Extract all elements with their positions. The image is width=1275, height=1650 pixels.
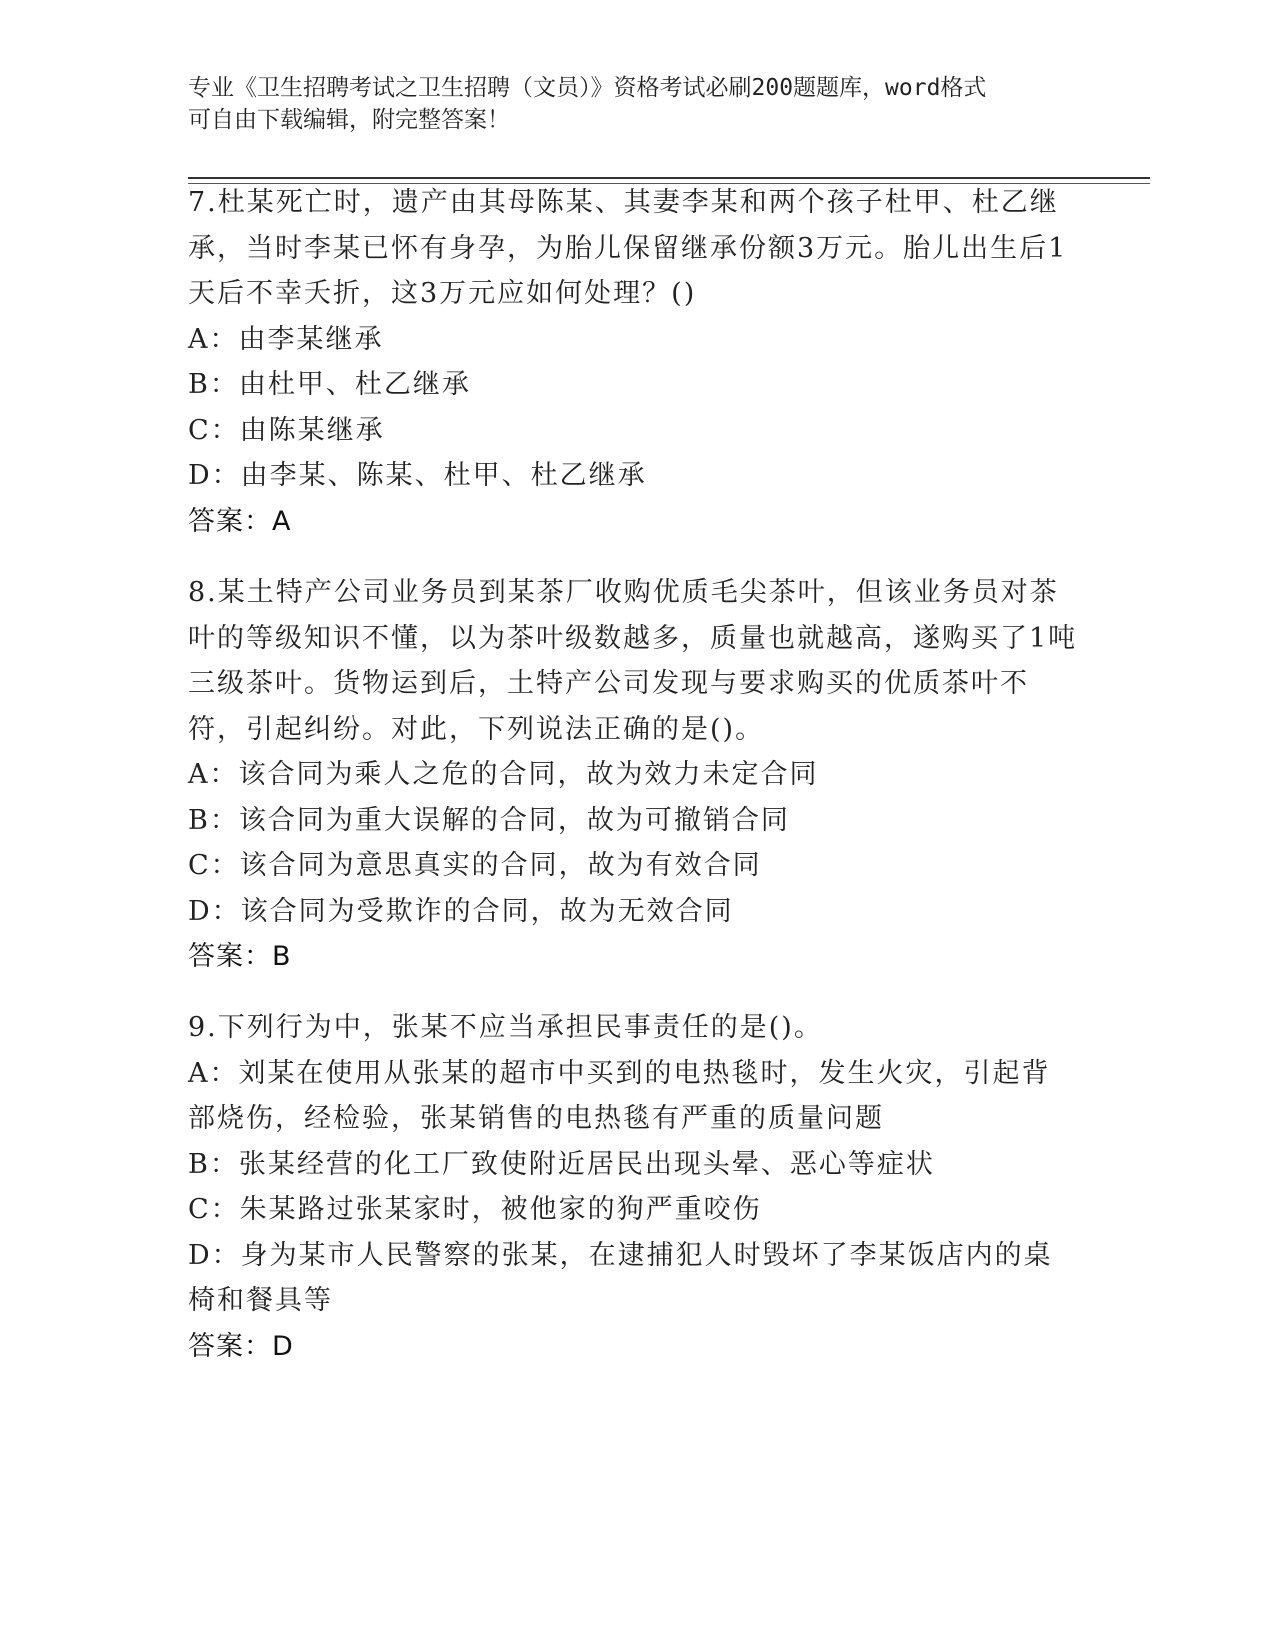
question-9 [188, 1005, 1078, 1369]
question-7-text: 7.杜某死亡时，遗产由其母陈某、其妻李某和两个孩子杜甲、杜乙继承，当时李某已怀有身孕，为胎儿保留继承份额3万元。胎儿出生后1天后不幸夭折，这3万元应如何处理？() [188, 187, 1068, 309]
question-8-option-c: C：该合同为意思真实的合同，故为有效合同 [188, 850, 762, 881]
question-9-text: 9.下列行为中，张某不应当承担民事责任的是()。 [188, 1012, 823, 1043]
question-9-option-c: C：朱某路过张某家时，被他家的狗严重咬伤 [188, 1194, 762, 1225]
question-7-option-a: A：由李某继承 [188, 323, 384, 355]
question-7-option-b: B：由杜甲、杜乙继承 [188, 369, 471, 400]
question-9-option-d: D：身为某市人民警察的张某，在逮捕犯人时毁坏了李某饭店内的桌椅和餐具等 [188, 1239, 1053, 1316]
document-header [188, 72, 1088, 136]
question-8-text: 8.某土特产公司业务员到某茶厂收购优质毛尖茶叶，但该业务员对茶叶的等级知识不懂，以为茶叶级数越多，质量也就越高，遂购买了1吨三级茶叶。货物运到后，土特产公司发现与要求购买的优质茶叶不符，引起纠纷。对此，下列说法正确的是()。 [188, 577, 1078, 745]
question-7-answer: 答案：A [188, 505, 292, 537]
question-7 [188, 180, 1078, 544]
question-9-option-b: B：张某经营的化工厂致使附近居民出现头晕、恶心等症状 [188, 1148, 935, 1180]
question-9-option-a: A：刘某在使用从张某的超市中买到的电热毯时，发生火灾，引起背部烧伤，经检验，张某销售的电热毯有严重的质量问题 [188, 1057, 1051, 1134]
header-divider-thick [188, 177, 1150, 179]
question-7-option-d: D：由李某、陈某、杜甲、杜乙继承 [188, 460, 647, 491]
question-8-option-b: B：该合同为重大误解的合同，故为可撤销合同 [188, 804, 790, 836]
question-8-option-a: A：该合同为乘人之危的合同，故为效力未定合同 [188, 759, 819, 790]
question-8 [188, 570, 1078, 980]
question-8-option-d: D：该合同为受欺诈的合同，故为无效合同 [188, 895, 734, 927]
question-9-answer: 答案：D [188, 1330, 294, 1362]
header-intro-line-1: 专业《卫生招聘考试之卫生招聘（文员）》资格考试必刷200题题库，word格式 [188, 75, 987, 101]
question-8-answer: 答案：B [188, 941, 292, 972]
question-7-option-c: C：由陈某继承 [188, 414, 385, 446]
header-intro-line-2: 可自由下载编辑，附完整答案！ [188, 107, 510, 133]
